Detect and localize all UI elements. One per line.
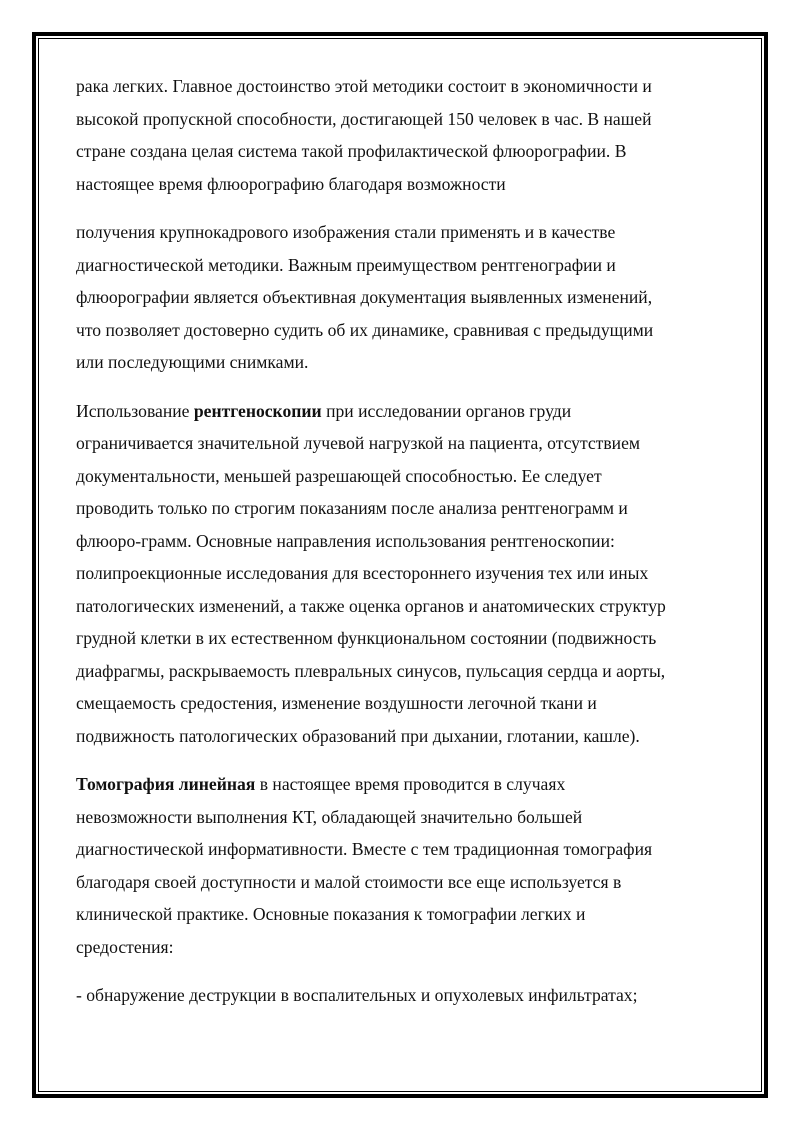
text-line — [76, 931, 726, 964]
text-run: при исследовании органов груди — [321, 400, 572, 421]
text-line — [76, 281, 726, 314]
paragraph — [76, 216, 726, 379]
text-run: получения крупнокадрового изображения стали применять и в качестве — [76, 222, 616, 242]
bold-term: рентгеноскопии — [193, 400, 322, 421]
text-line — [76, 135, 726, 168]
text-run: смещаемость средостения, изменение воздушности легочной ткани и — [76, 693, 597, 713]
text-line — [76, 622, 726, 655]
text-line — [76, 427, 726, 460]
text-line — [76, 249, 726, 282]
paragraph — [76, 768, 726, 963]
paragraph — [76, 395, 726, 753]
text-run: диафрагмы, раскрываемость плевральных синусов, пульсация сердца и аорты, — [76, 660, 666, 681]
text-run: полипроекционные исследования для всестороннего изучения тех или иных — [76, 563, 649, 583]
text-run: клинической практике. Основные показания к томографии легких и — [76, 904, 586, 924]
text-line — [76, 103, 726, 136]
document-body — [76, 70, 726, 1028]
text-run: невозможности выполнения КТ, обладающей значительно большей — [76, 806, 583, 827]
text-line — [76, 525, 726, 558]
text-line — [76, 833, 726, 866]
text-line — [76, 687, 726, 720]
text-line — [76, 655, 726, 688]
text-run: патологических изменений, а также оценка органов и анатомических структур — [76, 595, 666, 616]
text-run: что позволяет достоверно судить об их динамике, сравнивая с предыдущими — [76, 319, 654, 340]
text-run: Использование — [76, 400, 194, 421]
text-line — [76, 460, 726, 493]
text-run: диагностической информативности. Вместе с тем традиционная томография — [76, 839, 653, 859]
text-line — [76, 590, 726, 623]
text-run: диагностической методики. Важным преимуществом рентгенографии и — [76, 254, 616, 275]
text-line — [76, 314, 726, 347]
text-run: грудной клетки в их естественном функциональном состоянии (подвижность — [76, 628, 657, 648]
text-line — [76, 557, 726, 590]
text-run: - обнаружение деструкции в воспалительных и опухолевых инфильтратах; — [76, 985, 638, 1005]
text-run: средостения: — [76, 936, 174, 957]
text-line — [76, 898, 726, 931]
text-run: высокой пропускной способности, достигающей 150 человек в час. В нашей — [76, 108, 652, 129]
text-run: подвижность патологических образований при дыхании, глотании, кашле). — [76, 725, 640, 746]
text-run: документальности, меньшей разрешающей способностью. Ее следует — [76, 465, 602, 486]
text-line — [76, 492, 726, 525]
text-line — [76, 168, 726, 201]
text-line — [76, 720, 726, 753]
text-line — [76, 70, 726, 103]
text-run: флюорографии является объективная документация выявленных изменений, — [76, 287, 653, 307]
text-run: или последующими снимками. — [76, 352, 309, 372]
text-run: рака легких. Главное достоинство этой методики состоит в экономичности и — [76, 76, 652, 96]
text-line — [76, 979, 726, 1012]
text-line — [76, 395, 726, 428]
text-line — [76, 768, 726, 801]
text-run: благодаря своей доступности и малой стоимости все еще используется в — [76, 871, 622, 892]
bold-term: Томография линейная — [76, 774, 256, 794]
text-line — [76, 801, 726, 834]
text-run: флюоро-грамм. Основные направления использования рентгеноскопии: — [76, 530, 615, 551]
text-run: проводить только по строгим показаниям после анализа рентгенограмм и — [76, 498, 628, 518]
text-run: ограничивается значительной лучевой нагрузкой на пациента, отсутствием — [76, 433, 641, 453]
text-run: в настоящее время проводится в случаях — [255, 774, 566, 794]
text-line — [76, 866, 726, 899]
text-run: стране создана целая система такой профилактической флюорографии. В — [76, 141, 627, 161]
text-line — [76, 216, 726, 249]
text-line — [76, 346, 726, 379]
paragraph — [76, 979, 726, 1012]
text-run: настоящее время флюорографию благодаря возможности — [76, 173, 506, 194]
paragraph — [76, 70, 726, 200]
